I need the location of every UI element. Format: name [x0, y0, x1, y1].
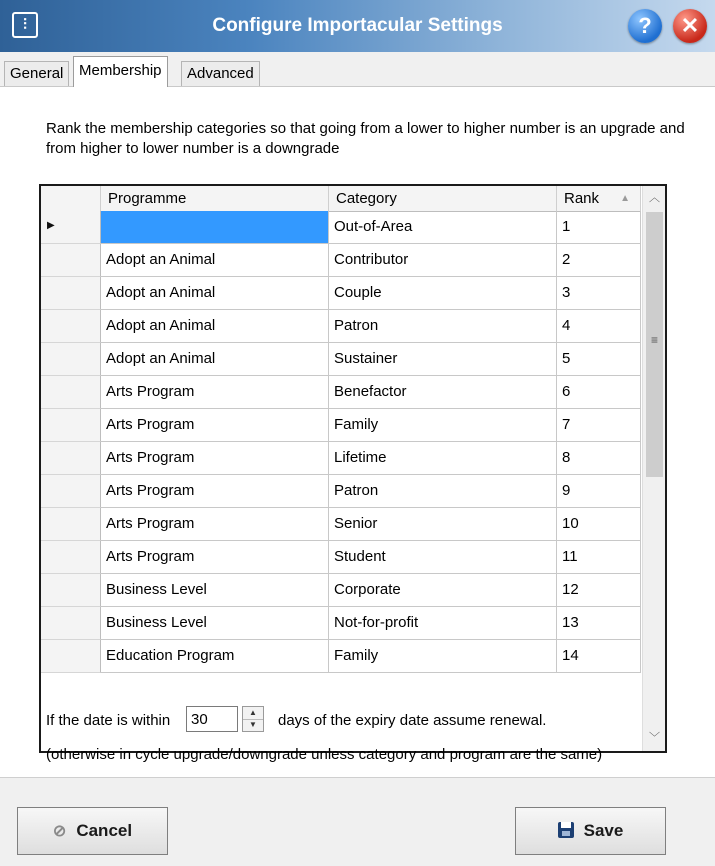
cell-rank[interactable]: 14 [557, 640, 641, 673]
title-bar [0, 0, 715, 52]
cell-rank[interactable]: 3 [557, 277, 641, 310]
cell-category[interactable]: Student [329, 541, 557, 574]
cell-rank[interactable]: 8 [557, 442, 641, 475]
cell-category[interactable]: Corporate [329, 574, 557, 607]
table-row[interactable] [41, 211, 641, 244]
cell-rank[interactable]: 12 [557, 574, 641, 607]
table-row[interactable] [41, 376, 641, 409]
cell-programme[interactable]: Adopt an Animal [101, 310, 329, 343]
table-row[interactable] [41, 310, 641, 343]
help-button[interactable]: ? [628, 9, 662, 43]
row-header-corner [41, 186, 101, 211]
table-row[interactable] [41, 442, 641, 475]
table-row[interactable] [41, 541, 641, 574]
cell-rank[interactable]: 5 [557, 343, 641, 376]
grid-rows [41, 211, 641, 673]
row-selector[interactable] [41, 244, 101, 277]
cell-category[interactable]: Not-for-profit [329, 607, 557, 640]
table-row[interactable] [41, 277, 641, 310]
tab-advanced[interactable]: Advanced [181, 61, 260, 86]
row-selector[interactable] [41, 574, 101, 607]
cell-programme[interactable]: Business Level [101, 574, 329, 607]
cancel-icon: ⊘ [52, 823, 67, 840]
cell-rank[interactable]: 13 [557, 607, 641, 640]
renewal-label-suffix: days of the expiry date assume renewal. [278, 712, 547, 729]
save-button[interactable]: Save [515, 807, 666, 855]
row-selector[interactable] [41, 376, 101, 409]
membership-panel [0, 87, 715, 777]
scroll-up-arrow-icon[interactable]: ︿ [649, 192, 660, 204]
cell-programme[interactable] [101, 211, 329, 244]
cell-programme[interactable]: Arts Program [101, 442, 329, 475]
cell-rank[interactable]: 2 [557, 244, 641, 277]
row-selector[interactable] [41, 343, 101, 376]
table-row[interactable] [41, 409, 641, 442]
cell-programme[interactable]: Arts Program [101, 376, 329, 409]
cell-category[interactable]: Patron [329, 310, 557, 343]
cell-rank[interactable]: 4 [557, 310, 641, 343]
cell-programme[interactable]: Adopt an Animal [101, 343, 329, 376]
row-selector[interactable] [41, 409, 101, 442]
table-row[interactable] [41, 508, 641, 541]
cell-programme[interactable]: Arts Program [101, 541, 329, 574]
sort-ascending-icon: ▲ [620, 193, 630, 204]
table-row[interactable] [41, 640, 641, 673]
renewal-days-input[interactable] [186, 706, 238, 732]
grid-header [41, 186, 641, 212]
table-row[interactable] [41, 343, 641, 376]
stepper-up-icon[interactable]: ▲ [243, 707, 263, 720]
cell-rank[interactable]: 10 [557, 508, 641, 541]
cell-rank[interactable]: 1 [557, 211, 641, 244]
table-row[interactable] [41, 574, 641, 607]
row-selector[interactable] [41, 475, 101, 508]
cell-rank[interactable]: 6 [557, 376, 641, 409]
cell-programme[interactable]: Adopt an Animal [101, 277, 329, 310]
row-selector[interactable] [41, 640, 101, 673]
renewal-note: (otherwise in cycle upgrade/downgrade unless category and program are the same) [46, 746, 603, 763]
cell-programme[interactable]: Adopt an Animal [101, 244, 329, 277]
tab-strip [0, 52, 715, 87]
scroll-down-arrow-icon[interactable]: ﹀ [649, 732, 660, 744]
window-title: Configure Importacular Settings [212, 15, 503, 36]
row-selector[interactable] [41, 508, 101, 541]
grip-lines-icon: ≡ [650, 333, 658, 347]
cell-programme[interactable]: Arts Program [101, 475, 329, 508]
cancel-button[interactable]: ⊘ Cancel [17, 807, 168, 855]
table-row[interactable] [41, 244, 641, 277]
cell-rank[interactable]: 9 [557, 475, 641, 508]
cell-category[interactable]: Sustainer [329, 343, 557, 376]
row-selector[interactable] [41, 211, 101, 244]
save-disk-icon [558, 822, 574, 838]
cell-category[interactable]: Couple [329, 277, 557, 310]
cell-programme[interactable]: Business Level [101, 607, 329, 640]
row-selector[interactable] [41, 442, 101, 475]
tab-membership[interactable]: Membership [73, 56, 168, 87]
cell-category[interactable]: Family [329, 409, 557, 442]
current-row-arrow-icon: ▶ [47, 220, 55, 231]
dialog-footer [0, 777, 715, 866]
cell-programme[interactable]: Arts Program [101, 508, 329, 541]
cell-category[interactable]: Senior [329, 508, 557, 541]
row-selector[interactable] [41, 541, 101, 574]
cell-category[interactable]: Patron [329, 475, 557, 508]
column-header-category[interactable]: Category [329, 186, 557, 211]
table-row[interactable] [41, 475, 641, 508]
cell-category[interactable]: Family [329, 640, 557, 673]
cell-rank[interactable]: 11 [557, 541, 641, 574]
row-selector[interactable] [41, 607, 101, 640]
settings-sliders-icon: ⫶ [12, 12, 38, 38]
row-selector[interactable] [41, 310, 101, 343]
renewal-days-stepper[interactable] [242, 706, 264, 732]
cell-category[interactable]: Benefactor [329, 376, 557, 409]
cell-programme[interactable]: Education Program [101, 640, 329, 673]
scroll-thumb[interactable] [646, 212, 663, 477]
cell-category[interactable]: Lifetime [329, 442, 557, 475]
cell-category[interactable]: Contributor [329, 244, 557, 277]
stepper-down-icon[interactable]: ▼ [249, 720, 257, 729]
cell-programme[interactable]: Arts Program [101, 409, 329, 442]
table-row[interactable] [41, 607, 641, 640]
intro-text: Rank the membership categories so that going from a lower to higher number is an upgrade and from higher to lower number is a downgrade [46, 120, 685, 157]
column-header-rank[interactable]: Rank ▲ [557, 186, 641, 211]
tab-general[interactable]: General [4, 61, 69, 86]
cell-rank[interactable]: 7 [557, 409, 641, 442]
grid-scrollbar[interactable] [642, 186, 666, 751]
row-selector[interactable] [41, 277, 101, 310]
renewal-label-prefix: If the date is within [46, 712, 171, 729]
cell-category[interactable]: Out-of-Area [329, 211, 557, 244]
column-header-programme[interactable]: Programme [101, 186, 329, 211]
membership-grid [39, 184, 667, 753]
close-button[interactable]: ✕ [673, 9, 707, 43]
